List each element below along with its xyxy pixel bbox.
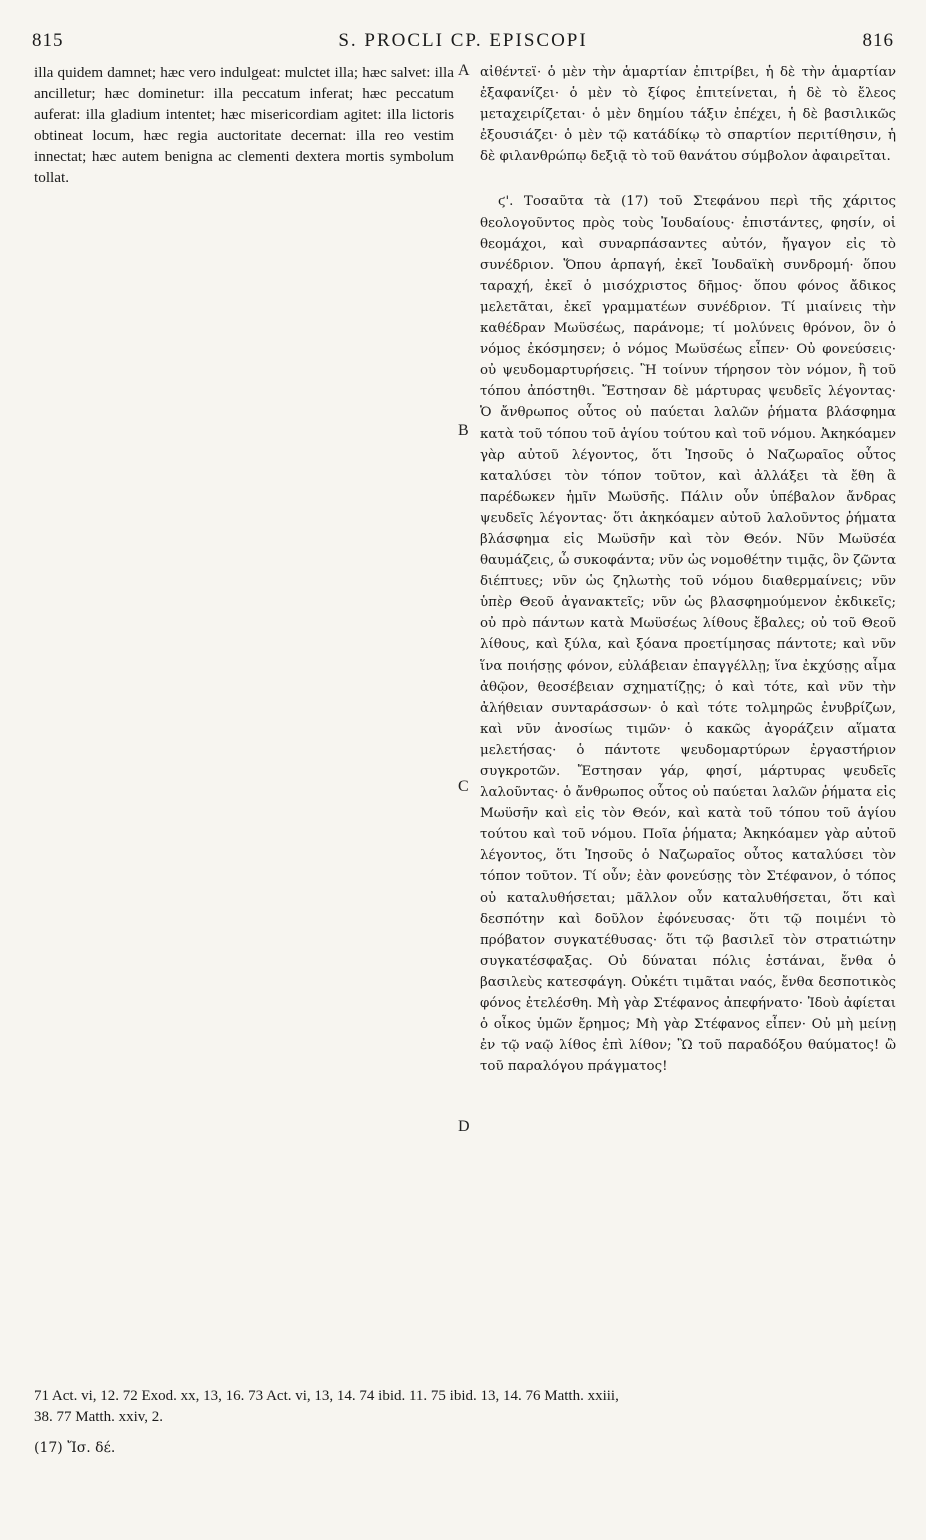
page-number-left: 815 — [32, 30, 64, 51]
page-number-right: 816 — [862, 30, 894, 51]
margin-marker-c: C — [458, 778, 469, 795]
greek-column — [480, 62, 896, 1382]
greek-paragraph-2: ϛ'. Τοσαῦτα τὰ (17) τοῦ Στεφάνου περὶ τῆς χάριτος θεολογοῦντος πρὸς τοὺς Ἰουδαίους· ἐπιστάντες, φησίν, οἱ θεομάχοι, καὶ συναρπάσαντες αὐτόν, ἤγαγον εἰς τὸ συνέδριον. Ὅπου ἁρπαγή, ἐκεῖ Ἰουδαϊκὴ συνδρομή· ὅπου ταραχή, ἐκεῖ ὁ μισόχριστος δῆμος· ὅπου φόνος ἄδικος μελετᾶται, ἐκεῖ γραμματέων συνέδριον. Τί μιαίνεις τὴν καθέδραν Μωϋσέως, παράνομε; τί μολύνεις θρόνον, ὃν ὁ νόμος ἐκόσμησεν; ὁ νόμος Μωϋσέως εἶπεν· Οὐ φονεύσεις· οὐ ψευδομαρτυρήσεις. Ἢ τοίνυν τήρησον τὸν νόμον, ἢ τοῦ τόπου ἀπόστηθι. Ἔστησαν δὲ μάρτυρας ψευδεῖς λέγοντας· Ὁ ἄνθρωπος οὗτος οὐ παύεται λαλῶν ῥήματα βλάσφημα κατὰ τοῦ τόπου τοῦ ἁγίου τούτου καὶ τοῦ νόμου. Ἀκηκόαμεν γὰρ αὐτοῦ λέγοντος, ὅτι Ἰησοῦς ὁ Ναζωραῖος οὗτος καταλύσει τὸν τόπον τοῦτον, καὶ ἀλλάξει τὰ ἔθη ἃ παρέδωκεν ἡμῖν Μωϋσῆς. Πάλιν οὖν ὑπέβαλον ἄνδρας ψευδεῖς λέγοντας· ὅτι ἀκηκόαμεν αὐτοῦ λαλοῦντος ῥήματα βλάσφημα εἰς Μωϋσῆν καὶ τὸν Θεόν. Νῦν Μωϋσέα θαυμάζεις, ὦ συκοφάντα; νῦν ὡς νομοθέτην τιμᾷς, ὃν ζῶντα διέπτυες; νῦν ὡς ζηλωτὴς τοῦ νόμου διαθερμαίνεις; νῦν ὑπὲρ Θεοῦ ἀγανακτεῖς; νῦν ὡς βλασφημούμενον ἐκδικεῖς; οὐ πρὸ πάντων κατὰ Μωϋσέως λίθους ἔβαλες; οὐ τοῦ Θεοῦ λίθους, καὶ ξύλα, καὶ ξόανα προετίμησας πάντοτε; καὶ νῦν ἵνα ποιήσῃς φόνον, εὐλάβειαν ἐπαγγέλλῃ; ἵνα ἐκχύσῃς αἷμα ἀθῷον, θεοσέβειαν σχηματίζῃς; ὁ καὶ τότε, καὶ νῦν τὴν ἀλήθειαν συνταράσσων· ὁ καὶ τότε τολμηρῶς ἐνυβρίζων, καὶ νῦν ἀνοσίως τιμῶν· ὁ κακῶς ἀγοράζειν αἵματα μελετήσας· ὁ πάντοτε ψευδομαρτύρων ἐργαστήριον συγκροτῶν. Ἔστησαν γάρ, φησί, μάρτυρας ψευδεῖς λαλοῦντας· ὁ ἄνθρωπος οὗτος οὐ παύεται λαλῶν ῥήματα εἰς Μωϋσῆν καὶ εἰς τὸν Θεόν, καὶ κατὰ τοῦ τόπου τοῦ ἁγίου τούτου καὶ τοῦ νόμου. Ποῖα ῥήματα; Ἀκηκόαμεν γὰρ αὐτοῦ λέγοντος, ὅτι Ἰησοῦς ὁ Ναζωραῖος οὗτος καταλύσει τὸν τόπον τοῦτον. Τί οὖν; ἐὰν φονεύσῃς τὸν Στέφανον, ὁ τόπος οὐ καταλυθήσεται; μᾶλλον οὖν καταλυθήσεται, ὅτι καὶ δεσπότην καὶ δοῦλον ἐφόνευσας· ὅτι τῷ ποιμένι τὸ πρόβατον συγκατέθυσας· ὅτι τῷ βασιλεῖ τὸν στρατιώτην συγκατέσφαξας. Οὐ δύναται πόλις ἑστάναι, ἔνθα ὁ βασιλεὺς κατεσφάγη. Οὐκέτι τιμᾶται ναός, ἔνθα δεσποτικὸς φόνος ἐτελέσθη. Μὴ γὰρ Στέφανος ἀπεφήνατο· Ἰδοὺ ἀφίεται ὁ οἶκος ὑμῶν ἔρημος; Μὴ γὰρ Στέφανος εἶπεν· Οὐ μὴ μείνῃ ἐν τῷ ναῷ λίθος ἐπὶ λίθον; Ὢ τοῦ παραδόξου θαύματος! ὢ τοῦ παραλόγου πράγματος! — [480, 194, 896, 1075]
footnote-line-2: 38. 77 Matth. xxiv, 2. — [34, 1409, 164, 1425]
footnotes — [34, 1386, 896, 1428]
latin-column — [34, 62, 454, 1382]
running-title: S. PROCLI CP. EPISCOPI — [338, 30, 588, 51]
footnote-line-1: 71 Act. vi, 12. 72 Exod. xx, 13, 16. 73 Act. vi, 13, 14. 74 ibid. 11. 75 ibid. 13, 14. 76 Matth. xxiii, — [34, 1388, 619, 1404]
margin-marker-a: A — [458, 62, 470, 79]
greek-note: (17) Ἴσ. δέ. — [34, 1440, 116, 1456]
margin-marker-b: B — [458, 422, 469, 439]
page-header — [30, 26, 896, 56]
greek-paragraph-1: αἰθέντεϊ· ὁ μὲν τὴν ἁμαρτίαν ἐπιτρίβει, ἡ δὲ τὴν ἁμαρτίαν ἐξαφανίζει· ὁ μὲν τὸ ξίφος ἐπιτείνεται, ἡ δὲ τὸ ἔλεος μεταχειρίζεται· ὁ μὲν δημίου τάξιν ἐπέχει, ἡ δὲ βασιλικῶς ἐξουσιάζει· ὁ μὲν τῷ κατάδίκῳ τὸ σπαρτίον περιτίθησιν, ἡ δὲ φιλανθρώπῳ δεξιᾷ τὸ τοῦ θανάτου σύμβολον ἀφαιρεῖται. — [480, 65, 896, 165]
latin-paragraph-1: illa quidem damnet; hæc vero indulgeat: mulctet illa; hæc salvet: illa ancilletur; hæc dominetur: illa peccatum inferat; hæc peccatum auferat: illa gladium intentet; hæc misericordiam agitet: illa lictoris obtineat locum, hæc regia auctoritate decernat: illa reo vestim innectat; hæc autem benigna ac clementi dextera mortis symbolum tollat. — [34, 64, 454, 187]
margin-marker-d: D — [458, 1118, 470, 1135]
